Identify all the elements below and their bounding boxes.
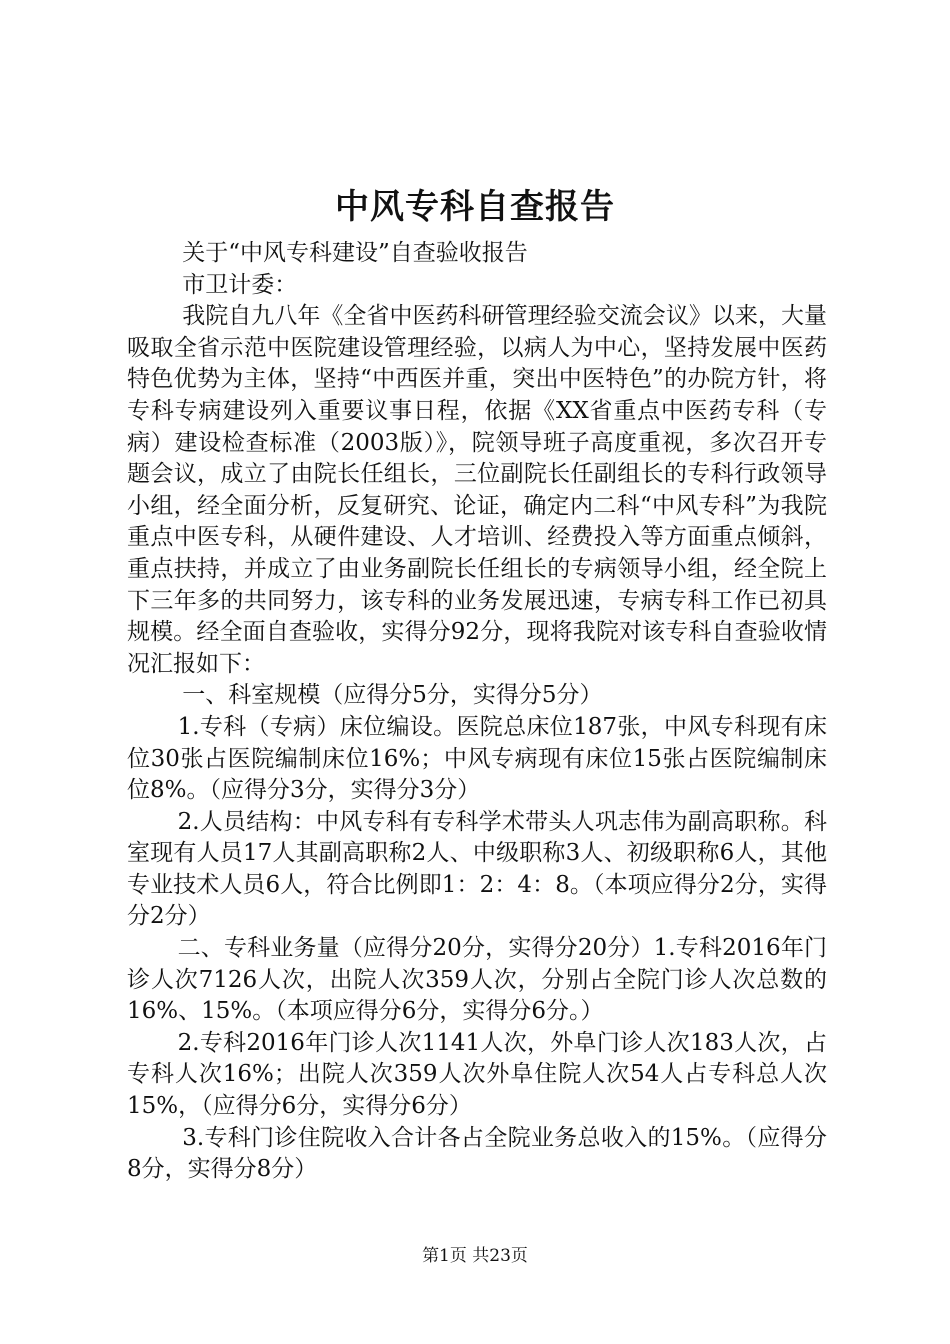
page-indicator: 第1页 共23页 (422, 1246, 528, 1266)
subtitle-line: 关于“中风专科建设”自查验收报告 (182, 240, 528, 266)
section-heading-business-volume: 二、专科业务量（应得分20分，实得分20分）1.专科2016年门诊人次7126人次，出院人次359人次，分别占全院门诊人次总数的16%、15%。（本项应得分6分，实得分6分。） (127, 935, 827, 1025)
item-outpatient-counts: 2.专科2016年门诊人次1141人次，外阜门诊人次183人次，占专科人次16%；出院人次359人次外阜住院人次54人占专科总人次15%，（应得分6分，实得分6分） (127, 1029, 827, 1120)
document-body (127, 238, 827, 1186)
document-title: 中风专科自查报告 (335, 187, 615, 227)
section-heading-department-scale: 一、科室规模（应得分5分，实得分5分） (182, 682, 603, 709)
item-staff-structure: 2.人员结构：中风专科有专科学术带头人巩志伟为副高职称。科室现有人员17人其副高职称2人、中级职称3人、初级职称6人，其他专业技术人员6人，符合比例即1：2：4：8。（本项应得分2分，实得分2分） (127, 808, 827, 930)
intro-paragraph: 我院自九八年《全省中医药科研管理经验交流会议》以来，大量吸取全省示范中医院建设管理经验，以病人为中心，坚持发展中医药特色优势为主体，坚持“中西医并重，突出中医特色”的办院方针，将专科专病建设列入重要议事日程，依据《XX省重点中医药专科（专病）建设检查标准（2003版）》，院领导班子高度重视，多次召开专题会议，成立了由院长任组长，三位副院长任副组长的专科行政领导小组，经全面分析，反复研究、论证，确定内二科“中风专科”为我院重点中医专科，从硬件建设、人才培训、经费投入等方面重点倾斜，重点扶持，并成立了由业务副院长任组长的专病领导小组，经全院上下三年多的共同努力，该专科的业务发展迅速，专病专科工作已初具规模。经全面自查验收，实得分92分，现将我院对该专科自查验收情况汇报如下： (127, 303, 827, 677)
item-bed-allocation: 1.专科（专病）床位编设。医院总床位187张，中风专科现有床位30张占医院编制床位16%；中风专病现有床位15张占医院编制床位8%。（应得分3分，实得分3分） (127, 713, 827, 804)
addressee-line: 市卫计委： (182, 271, 298, 298)
item-revenue-share: 3.专科门诊住院收入合计各占全院业务总收入的15%。（应得分8分，实得分8分） (127, 1124, 827, 1183)
